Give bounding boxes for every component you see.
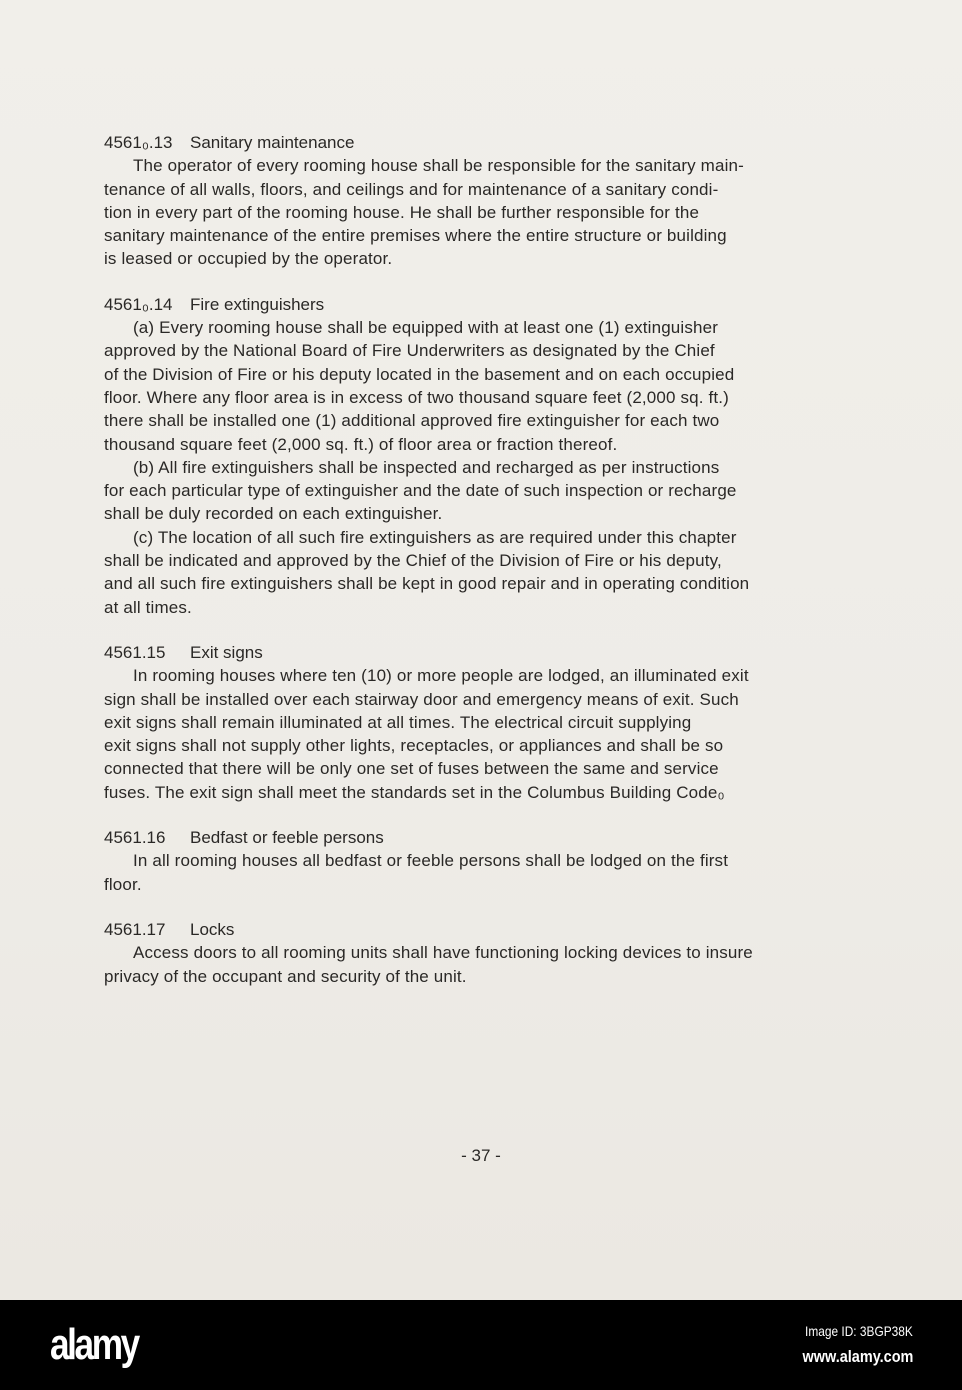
text-line: there shall be installed one (1) additional approved fire extinguisher for each two (104, 411, 720, 431)
section-heading (104, 131, 753, 154)
text-line: Access doors to all rooming units shall have functioning locking devices to insure (133, 943, 753, 963)
text-line: sign shall be installed over each stairway door and emergency means of exit. Such (104, 689, 739, 709)
text-line: for each particular type of extinguisher and the date of such inspection or recharge (104, 481, 737, 501)
section-heading (104, 826, 753, 849)
text-line: shall be indicated and approved by the Chief of the Division of Fire or his deputy, (104, 551, 722, 571)
text-line: thousand square feet (2,000 sq. ft.) of floor area or fraction thereof. (104, 434, 618, 454)
section-heading (104, 918, 753, 941)
section-number: 4561.15 (104, 642, 166, 662)
text-line: privacy of the occupant and security of the unit. (104, 966, 467, 986)
section-title: Sanitary maintenance (190, 133, 355, 152)
section (104, 918, 753, 988)
section (104, 293, 753, 619)
text-line: approved by the National Board of Fire Underwriters as designated by the Chief (104, 341, 715, 361)
section-number: 4561.16 (104, 828, 166, 848)
text-line: exit signs shall remain illuminated at all times. The electrical circuit supplying (104, 712, 692, 732)
text-line: exit signs shall not supply other lights, receptacles, or appliances and shall be so (104, 736, 724, 756)
text-line: tion in every part of the rooming house. He shall be further responsible for the (104, 202, 700, 222)
section-title: Locks (190, 919, 235, 939)
text-line: is leased or occupied by the operator. (104, 249, 393, 269)
section-heading (104, 293, 753, 316)
site-url: www.alamy.com (802, 1347, 913, 1366)
text-line: (b) All fire extinguishers shall be inspected and recharged as per instructions (133, 457, 720, 477)
text-line: and all such fire extinguishers shall be kept in good repair and in operating condition (104, 574, 750, 594)
watermark-bar (0, 1300, 962, 1390)
section (104, 826, 753, 896)
text-line: floor. Where any floor area is in excess of two thousand square feet (2,000 sq. ft.) (104, 387, 729, 407)
section-number: 4561₀.13 (104, 133, 173, 152)
text-line: of the Division of Fire or his deputy located in the basement and on each occupied (104, 364, 735, 384)
text-line: at all times. (104, 597, 192, 617)
section-number: 4561₀.14 (104, 294, 173, 314)
text-line: floor. (104, 874, 142, 894)
section (104, 641, 753, 804)
text-line: sanitary maintenance of the entire premises where the entire structure or building (104, 226, 727, 246)
alamy-logo: alamy (50, 1320, 138, 1369)
page-number: - 37 - (461, 1146, 501, 1165)
section (104, 131, 753, 271)
section-title: Bedfast or feeble persons (190, 828, 384, 848)
text-line: In all rooming houses all bedfast or feeble persons shall be lodged on the first (133, 851, 729, 871)
text-line: tenance of all walls, floors, and ceilings and for maintenance of a sanitary condi- (104, 179, 719, 199)
text-line: (c) The location of all such fire extinguishers as are required under this chapter (133, 527, 737, 547)
text-line: connected that there will be only one set of fuses between the same and service (104, 759, 719, 779)
section-title: Fire extinguishers (190, 294, 325, 314)
section-number: 4561.17 (104, 919, 166, 939)
image-id: Image ID: 3BGP38K (805, 1323, 913, 1339)
text-line: In rooming houses where ten (10) or more people are lodged, an illuminated exit (133, 666, 749, 686)
text-line: shall be duly recorded on each extinguisher. (104, 504, 443, 524)
text-line: fuses. The exit sign shall meet the standards set in the Columbus Building Code₀ (104, 782, 725, 802)
section-heading (104, 641, 753, 664)
section-title: Exit signs (190, 642, 263, 662)
text-line: (a) Every rooming house shall be equipped with at least one (1) extinguisher (133, 318, 719, 338)
text-line: The operator of every rooming house shall be responsible for the sanitary main- (133, 156, 744, 176)
document-body (104, 131, 753, 1010)
